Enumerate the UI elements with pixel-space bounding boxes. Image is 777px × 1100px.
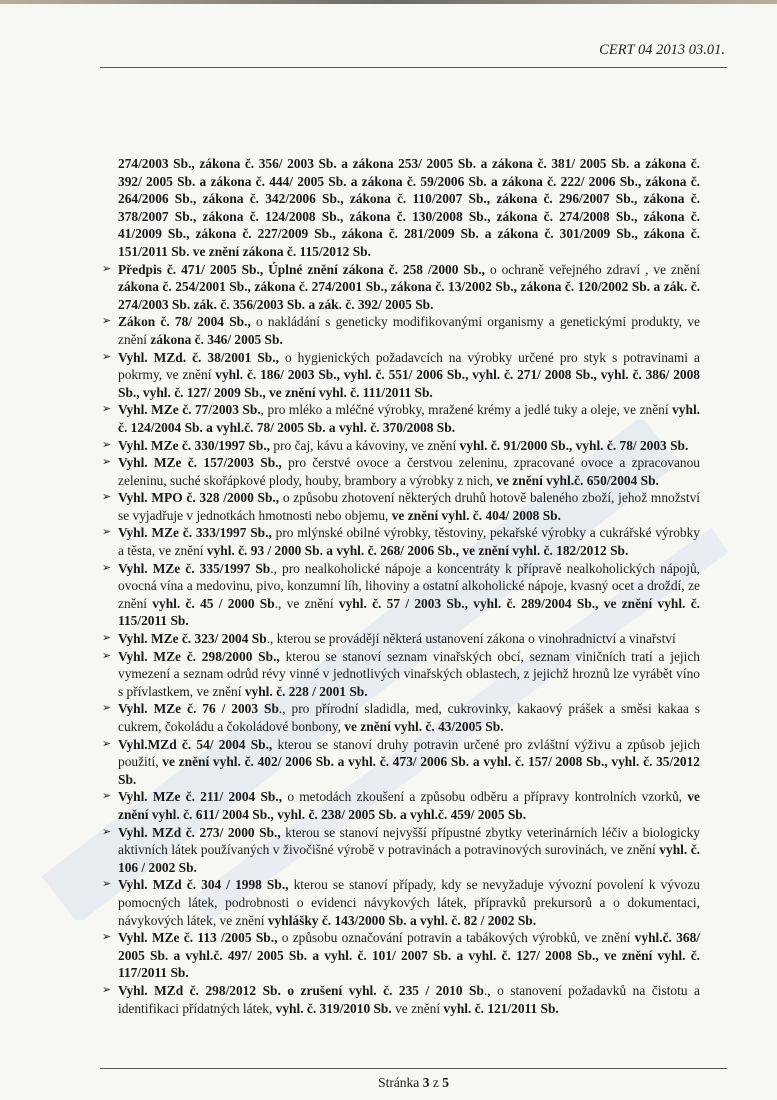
regulation-reference: Vyhl. MZe č. 333/1997 Sb.,: [118, 525, 272, 541]
regulation-description: ., ve znění: [274, 595, 339, 611]
regulation-items: [104, 261, 700, 1018]
list-item: [104, 437, 700, 455]
arrow-bullet-icon: ➢: [102, 315, 112, 328]
regulation-reference: Vyhl. MZe č. 76 / 2003 Sb: [118, 701, 279, 717]
regulation-reference: Vyhl. MZe č. 323/ 2004 Sb: [118, 631, 267, 647]
list-item: [104, 929, 700, 982]
regulation-reference: vyhl. č. 106 / 2002 Sb.: [118, 842, 701, 875]
regulation-reference: vyhl. č. 121/2011 Sb.: [443, 1000, 559, 1016]
regulation-reference: vyhl. č. 319/2010 Sb.: [275, 1000, 392, 1016]
regulation-reference: Vyhl. MZd č. 298/2012 Sb. o zrušení vyhl. č. 235 / 2010 Sb: [118, 982, 484, 998]
regulation-reference: Vyhl. MZd. č. 38/2001 Sb.,: [118, 349, 279, 365]
arrow-bullet-icon: ➢: [102, 878, 112, 891]
page-separator: z: [429, 1075, 443, 1090]
arrow-bullet-icon: ➢: [102, 491, 112, 504]
list-item: [104, 700, 700, 735]
regulation-reference: vyhl. č. 228 / 2001 Sb.: [244, 683, 368, 699]
list-item: [104, 313, 700, 348]
regulation-reference: ve znění vyhl. č. 43/2005 Sb.: [344, 719, 504, 734]
regulation-reference: Předpis č. 471/ 2005 Sb., Úplné znění zákona č. 258 /2000 Sb.,: [118, 261, 485, 277]
regulation-description: ve znění: [391, 1000, 444, 1016]
regulation-description: pro mlýnské obilné výrobky, těstoviny, pekařské výrobky a cukrářské výrobky a těsta, ve znění: [118, 525, 700, 559]
arrow-bullet-icon: ➢: [102, 649, 112, 662]
list-item: [104, 648, 700, 701]
list-item: [104, 736, 700, 789]
regulation-reference: Vyhl. MZd č. 273/ 2000 Sb.,: [118, 824, 281, 840]
intro-paragraph: 274/2003 Sb., zákona č. 356/ 2003 Sb. a zákona 253/ 2005 Sb. a zákona č. 381/ 2005 Sb. a zákona č. 392/ 2005 Sb. a zákona č. 444/ 2005 Sb. a zákona č. 59/2006 Sb. a zákona č. 222/ 2006 Sb., zákona č. 264/2006 Sb., zákona č. 342/2006 Sb., zákona č. 110/2007 Sb., zákona č. 296/2007 Sb., zákona č. 378/2007 Sb., zákona č. 124/2008 Sb., zákona č. 130/2008 Sb., zákona č. 274/2008 Sb., zákona č. 41/2009 Sb., zákona č. 227/2009 Sb., zákona č. 281/2009 Sb. a zákona č. 301/2009 Sb., zákona č. 151/2011 Sb. ve znění zákona č. 115/2012 Sb.: [118, 156, 700, 259]
regulation-reference: Zákon č. 78/ 2004 Sb.,: [118, 314, 251, 330]
arrow-bullet-icon: ➢: [102, 350, 112, 363]
list-item: [104, 788, 700, 823]
regulation-reference: ve znění vyhl. č. 402/ 2006 Sb. a vyhl. č. 473/ 2006 Sb. a vyhl. č. 157/ 2008 Sb., vyhl. č. 35/2012 Sb.: [118, 754, 700, 787]
regulation-description: ., o stanovení požadavků na čistotu a identifikaci přídatných látek,: [118, 982, 700, 1016]
arrow-bullet-icon: ➢: [102, 825, 112, 838]
regulation-description: o nakládání s geneticky modifikovanými organismy a genetickými produkty, ve znění: [118, 314, 700, 347]
regulation-reference: vyhl. č. 186/ 2003 Sb., vyhl. č. 551/ 2006 Sb., vyhl. č. 271/ 2008 Sb., vyhl. č. 386/ 2008 Sb., vyhl. č. 127/ 2009 Sb., ve znění vyhl. č. 111/2011 Sb.: [118, 367, 700, 400]
regulation-reference: Vyhl. MPO č. 328 /2000 Sb.,: [118, 490, 280, 506]
regulation-reference: Vyhl. MZe č. 298/2000 Sb.,: [118, 648, 280, 664]
regulation-reference: Vyhl. MZe č. 113 /2005 Sb.,: [118, 930, 278, 946]
list-item: [104, 524, 700, 559]
regulation-description: pro čaj, kávu a kávoviny, ve znění: [270, 437, 460, 453]
arrow-bullet-icon: ➢: [102, 737, 112, 750]
list-item: [104, 349, 700, 402]
regulation-reference: vyhl.č. 368/ 2005 Sb. a vyhl.č. 497/ 2005 Sb. a vyhl. č. 101/ 2007 Sb. a vyhl. č. 127/ 2008 Sb., ve znění vyhl. č. 117/2011 Sb.: [118, 930, 700, 981]
regulation-description: kterou se stanoví druhy potravin určené pro zvláštní výživu a způsob jejich použití,: [118, 736, 700, 770]
arrow-bullet-icon: ➢: [102, 526, 112, 539]
header-rule: [100, 67, 727, 68]
legislation-list: [104, 155, 700, 1017]
arrow-bullet-icon: ➢: [102, 702, 112, 715]
list-item: [104, 824, 700, 877]
regulation-reference: vyhl. č. 57 / 2003 Sb., vyhl. č. 289/2004 Sb., ve znění vyhl. č. 115/2011 Sb.: [118, 595, 700, 629]
list-item: [104, 489, 700, 524]
arrow-bullet-icon: ➢: [102, 561, 112, 574]
page-number: [0, 1075, 777, 1091]
regulation-description: o metodách zkoušení a způsobu odběru a přípravy kontrolních vzorků,: [282, 789, 688, 805]
current-page: 3: [422, 1075, 430, 1090]
arrow-bullet-icon: ➢: [102, 456, 112, 469]
list-item: [104, 630, 700, 648]
regulation-reference: Vyhl. MZd č. 304 / 1998 Sb.,: [118, 877, 289, 893]
regulation-reference: zákona č. 254/2001 Sb., zákona č. 274/2001 Sb., zákona č. 13/2002 Sb., zákona č. 120/2002 Sb. a zák. č. 274/2003 Sb. zák. č. 356/2003 Sb. a zák. č. 392/ 2005 Sb.: [118, 279, 700, 312]
list-item: [104, 261, 700, 314]
arrow-bullet-icon: ➢: [102, 403, 112, 416]
regulation-reference: vyhlášky č. 143/2000 Sb. a vyhl. č. 82 / 2002 Sb.: [267, 912, 537, 928]
regulation-reference: Vyhl. MZe č. 330/1997 Sb.,: [118, 437, 271, 453]
arrow-bullet-icon: ➢: [102, 632, 112, 645]
regulation-description: kterou se stanoví případy, kdy se nevyžaduje vývozní povolení k vývozu pomocných látek, podrobnosti o evidenci návykových látek, přípravků prekursorů a o dokumentaci, návykových látek, ve znění: [118, 877, 700, 928]
arrow-bullet-icon: ➢: [102, 262, 112, 275]
regulation-description: ., pro přírodní sladidla, med, cukrovinky, kakaový prášek a směsi kakaa s cukrem, čokoládu a čokoládové bonbony,: [118, 701, 700, 734]
regulation-reference: Vyhl.MZd č. 54/ 2004 Sb.,: [118, 736, 273, 752]
regulation-description: pro čerstvé ovoce a čerstvou zeleninu, zpracované ovoce a zpracovanou zeleninu, suché skořápkové plody, houby, brambory a výrobky z nich,: [118, 455, 700, 488]
regulation-description: kterou se stanoví seznam vinařských obcí, seznam viničních tratí a jejich vymezení a seznam odrůd révy vinné v jednotlivých vinařských oblastech, z jejichž hroznů lze vyrábět víno s přívlastkem, ve znění: [118, 648, 700, 699]
page-label: Stránka: [378, 1075, 423, 1090]
regulation-reference: vyhl. č. 93 / 2000 Sb. a vyhl. č. 268/ 2006 Sb., ve znění vyhl. č. 182/2012 Sb.: [206, 543, 629, 559]
regulation-reference: ve znění vyhl. č. 611/ 2004 Sb., vyhl. č. 238/ 2005 Sb. a vyhl.č. 459/ 2005 Sb.: [118, 789, 700, 822]
footer-rule: [100, 1068, 727, 1069]
regulation-reference: vyhl. č. 124/2004 Sb. a vyhl.č. 78/ 2005 Sb. a vyhl. č. 370/2008 Sb.: [118, 402, 701, 435]
list-item: [104, 982, 700, 1017]
regulation-description: kterou se stanoví nejvyšší přípustné zbytky veterinárních léčiv a biologicky aktivních látek používaných v živočišné výrobě v potravinách a potravinových surovinách, ve znění: [118, 824, 701, 858]
regulation-description: o hygienických požadavcích na výrobky určené pro styk s potravinami a pokrmy, ve znění: [118, 349, 700, 383]
list-item: [104, 560, 700, 630]
regulation-description: o způsobu označování potravin a tabákových výrobků, ve znění: [277, 930, 635, 946]
regulation-reference: ve znění vyhl.č. 650/2004 Sb.: [496, 472, 659, 488]
regulation-reference: Vyhl. MZe č. 77/2003 Sb.: [118, 402, 261, 418]
list-item: [104, 876, 700, 929]
regulation-description: , pro mléko a mléčné výrobky, mražené krémy a jedlé tuky a oleje, ve znění: [260, 402, 673, 418]
regulation-description: ., pro nealkoholické nápoje a koncentráty k přípravě nealkoholických nápojů, ovocná vína a medovinu, pivo, konzumní líh, lihoviny a ostatní alkoholické nápoje, kvasný ocet a droždí, ze znění: [118, 560, 700, 611]
regulation-reference: Vyhl. MZe č. 211/ 2004 Sb.,: [118, 789, 283, 805]
regulation-description: o ochraně veřejného zdraví , ve znění: [485, 261, 700, 277]
regulation-description: o způsobu zhotovení některých druhů hotově baleného zboží, jehož množství se vyjadřuje v jednotkách hmotnosti nebo objemu,: [118, 490, 700, 523]
list-item: [104, 454, 700, 489]
total-pages: 5: [442, 1075, 449, 1090]
arrow-bullet-icon: ➢: [102, 931, 112, 944]
regulation-reference: Vyhl. MZe č. 335/1997 Sb: [118, 560, 271, 576]
list-item: [104, 401, 700, 436]
arrow-bullet-icon: ➢: [102, 790, 112, 803]
arrow-bullet-icon: ➢: [102, 983, 112, 996]
regulation-reference: vyhl. č. 91/2000 Sb., vyhl. č. 78/ 2003 Sb.: [459, 437, 689, 453]
scan-edge: [0, 0, 777, 4]
regulation-reference: Vyhl. MZe č. 157/2003 Sb.,: [118, 455, 282, 471]
regulation-reference: ve znění vyhl. č. 404/ 2008 Sb.: [391, 507, 561, 523]
regulation-description: ., kterou se provádějí některá ustanovení zákona o vinohradnictví a vinařství: [266, 631, 676, 647]
arrow-bullet-icon: ➢: [102, 438, 112, 451]
regulation-reference: zákona č. 346/ 2005 Sb.: [150, 331, 283, 347]
regulation-reference: vyhl. č. 45 / 2000 Sb: [152, 595, 275, 611]
document-reference: CERT 04 2013 03.01.: [599, 42, 725, 58]
